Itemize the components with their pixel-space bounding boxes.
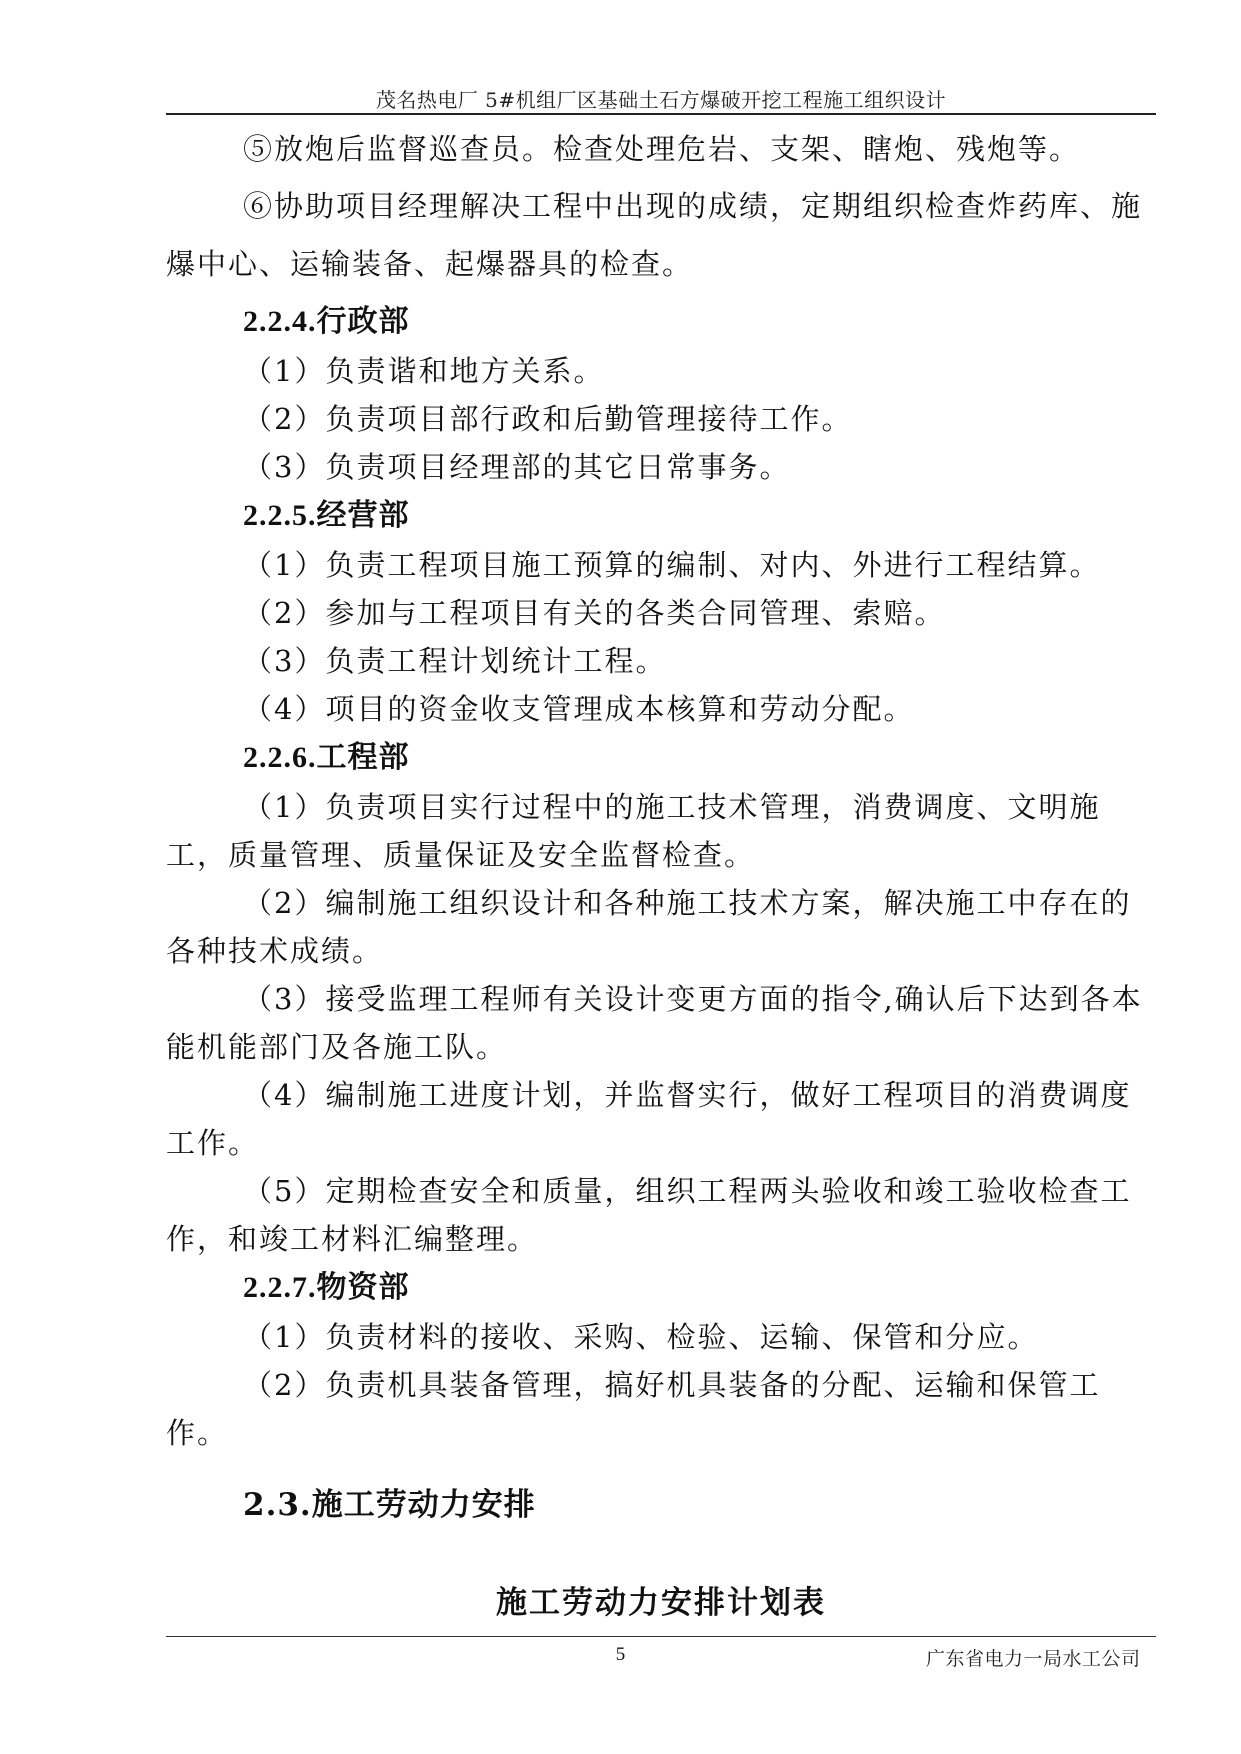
list-item: （1）负责谐和地方关系。 [243, 354, 605, 388]
list-item: （2）参加与工程项目有关的各类合同管理、索赔。 [243, 596, 946, 630]
table-title: 施工劳动力安排计划表 [496, 1585, 826, 1621]
list-item: （5）定期检查安全和质量，组织工程两头验收和竣工验收检查工作，和竣工材料汇编整理。 [166, 1174, 1132, 1256]
list-item: （4）编制施工进度计划，并监督实行，做好工程项目的消费调度工作。 [166, 1078, 1132, 1160]
paragraph: ⑤放炮后监督巡查员。检查处理危岩、支架、瞎炮、残炮等。 [243, 132, 1081, 166]
section-heading: 2.2.7.物资部 [243, 1271, 410, 1304]
page-number: 5 [615, 1644, 626, 1665]
list-item: （1）负责工程项目施工预算的编制、对内、外进行工程结算。 [243, 548, 1101, 582]
list-item: （2）负责机具装备管理，搞好机具装备的分配、运输和保管工作。 [166, 1368, 1101, 1450]
paragraph: ⑥协助项目经理解决工程中出现的成绩，定期组织检查炸药库、施爆中心、运输装备、起爆器具的检查。 [166, 189, 1143, 281]
header-divider [166, 113, 1156, 115]
section-heading: 2.2.6.工程部 [243, 741, 410, 774]
footer-organization: 广东省电力一局水工公司 [926, 1648, 1141, 1670]
section-heading: 2.2.5.经营部 [243, 499, 410, 532]
list-item: （1）负责项目实行过程中的施工技术管理，消费调度、文明施工，质量管理、质量保证及安全监督检查。 [166, 790, 1101, 872]
list-item: （3）负责项目经理部的其它日常事务。 [243, 450, 791, 484]
list-item: （2）负责项目部行政和后勤管理接待工作。 [243, 402, 853, 436]
footer-divider [166, 1636, 1156, 1637]
list-item: （3）负责工程计划统计工程。 [243, 644, 667, 678]
list-item: （4）项目的资金收支管理成本核算和劳动分配。 [243, 692, 915, 726]
page-body [166, 125, 1156, 1457]
section-heading-2-3: 2.3.施工劳动力安排 [243, 1487, 536, 1523]
list-item: （2）编制施工组织设计和各种施工技术方案，解决施工中存在的各种技术成绩。 [166, 886, 1132, 968]
section-heading: 2.2.4.行政部 [243, 305, 410, 338]
list-item: （3）接受监理工程师有关设计变更方面的指令,确认后下达到各本能机能部门及各施工队。 [166, 982, 1143, 1064]
list-item: （1）负责材料的接收、采购、检验、运输、保管和分应。 [243, 1320, 1039, 1354]
running-header: 茂名热电厂 5#机组厂区基础土石方爆破开挖工程施工组织设计 [375, 88, 947, 112]
